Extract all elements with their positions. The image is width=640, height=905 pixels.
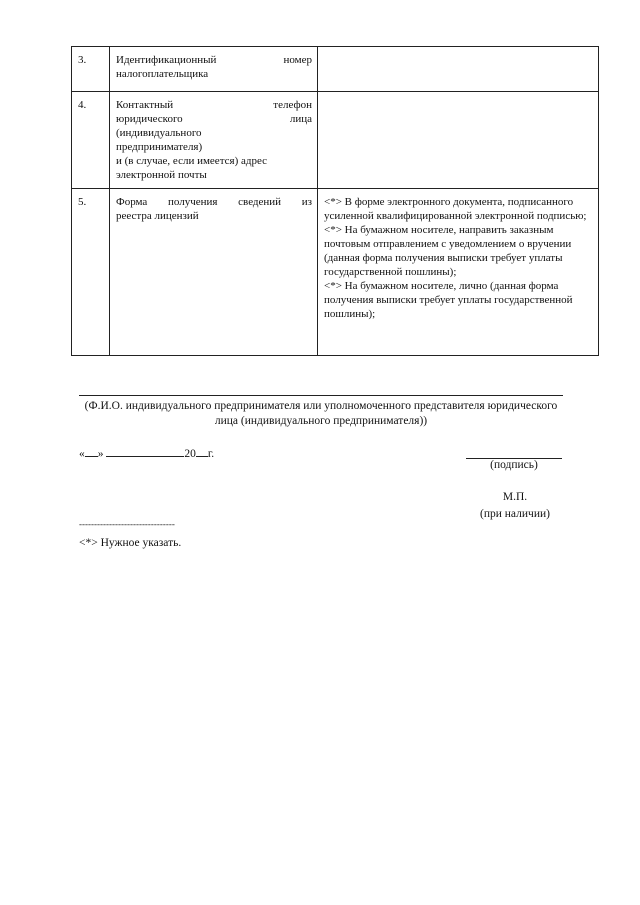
row-label-part: налогоплательщика: [116, 68, 209, 80]
table-row: [72, 92, 599, 189]
row-label-part: юридического: [116, 113, 183, 125]
signature-caption: (подпись): [490, 459, 538, 471]
name-signature-line[interactable]: [79, 395, 563, 396]
contact-field[interactable]: [318, 92, 599, 189]
row-label-part: телефон: [273, 99, 312, 111]
option-paper-in-person[interactable]: <*> На бумажном носителе, лично (данная форма получения выписки требует уплаты государственной пошлины);: [324, 280, 573, 320]
month-blank[interactable]: [106, 446, 184, 457]
row-label: [110, 189, 318, 356]
row-label-part: электронной почты: [116, 169, 207, 181]
row-label-part: лица: [289, 113, 312, 125]
row-number: 5.: [72, 189, 110, 356]
row-label-part: Контактный: [116, 99, 174, 111]
day-blank[interactable]: [85, 446, 98, 457]
row-label-part: (индивидуального: [116, 127, 202, 139]
footnote-text: <*> Нужное указать.: [79, 537, 182, 549]
footnote-divider: --------------------------------: [79, 519, 175, 529]
table-row: [72, 47, 599, 92]
option-electronic[interactable]: <*> В форме электронного документа, подписанного усиленной квалифицированной электронной подписью;: [324, 196, 587, 222]
row-label: [110, 92, 318, 189]
row-number: 3.: [72, 47, 110, 92]
date-field[interactable]: [79, 446, 214, 460]
application-table: [71, 46, 599, 356]
year-blank[interactable]: [196, 446, 208, 457]
row-label-part: Форма получения сведений из: [116, 196, 312, 208]
date-quote-close: »: [97, 448, 104, 460]
stamp-placeholder: [440, 489, 590, 523]
row-label: [110, 47, 318, 92]
name-caption: (Ф.И.О. индивидуального предпринимателя или уполномоченного представителя юридического лица (индивидуального предпринимателя)): [84, 400, 558, 427]
row-label-part: реестра лицензий: [116, 210, 199, 222]
option-paper-mail[interactable]: <*> На бумажном носителе, направить заказным почтовым отправлением с уведомлением о вручении (данная форма получения выписки требует уплаты государственной пошлины);: [324, 224, 572, 278]
year-prefix: 20: [184, 448, 196, 460]
receipt-form-options: [318, 189, 599, 356]
row-number: 4.: [72, 92, 110, 189]
year-suffix: г.: [207, 448, 215, 460]
row-label-part: номер: [283, 54, 312, 66]
stamp-note: (при наличии): [480, 508, 550, 520]
row-label-part: предпринимателя): [116, 141, 203, 153]
table-row: [72, 189, 599, 356]
row-label-part: и (в случае, если имеется) адрес: [116, 155, 268, 167]
taxpayer-id-field[interactable]: [318, 47, 599, 92]
row-label-part: Идентификационный: [116, 54, 217, 66]
date-quote-open: «: [79, 448, 85, 460]
stamp-label: М.П.: [502, 491, 528, 503]
